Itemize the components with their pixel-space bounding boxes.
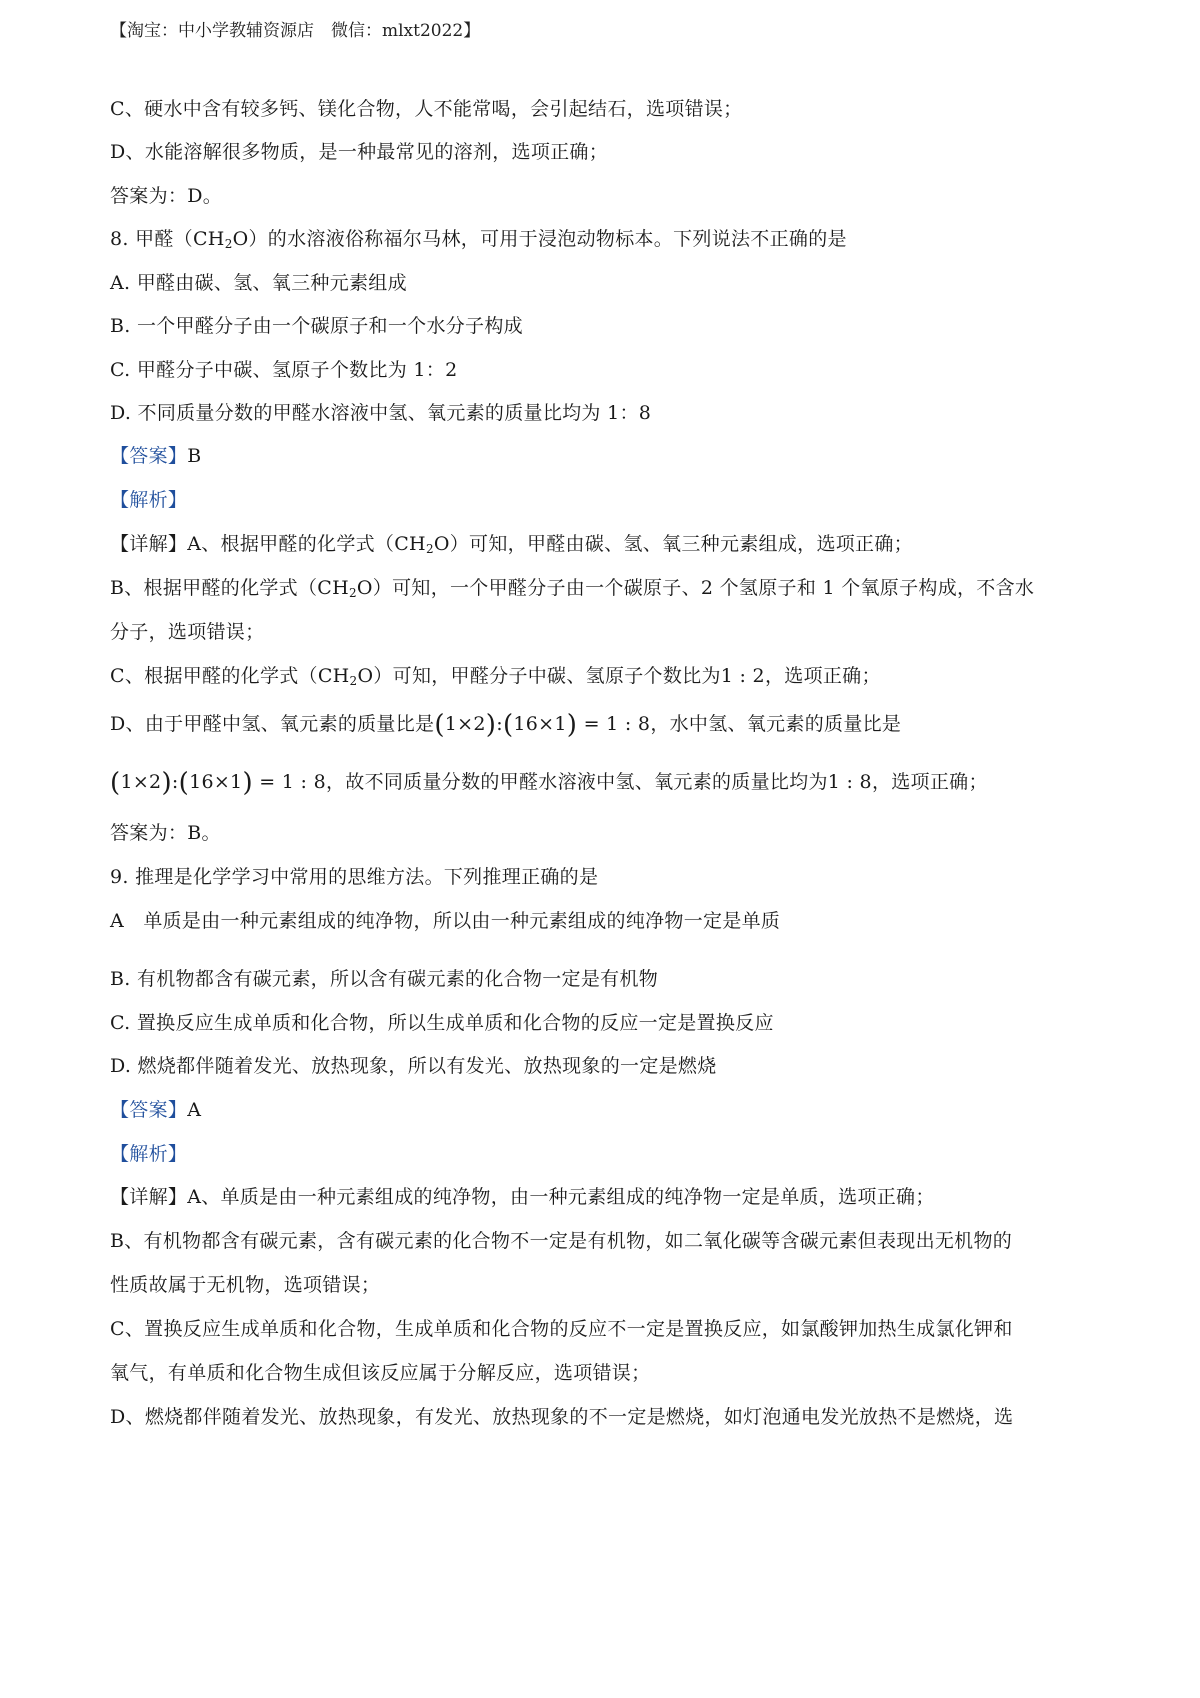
q8-stem-b: O）的水溶液俗称福尔马林，可用于浸泡动物标本。下列说法不正确的是 [232, 228, 847, 250]
q8-option-d: D. 不同质量分数的甲醛水溶液中氢、氧元素的质量比均为 1：8 [110, 402, 652, 424]
q8-formula-term-a: 1×2 [444, 713, 486, 735]
q8-formula2-colon: : [171, 771, 179, 793]
q8-detail-a-sub: 2 [425, 542, 434, 556]
q8-formula2-result: = 1 : 8 [259, 771, 326, 793]
q9-detail-tag: 【详解】 [110, 1186, 188, 1208]
q8-answer-tag: 【答案】 [110, 445, 188, 467]
q8-detail-b-pre: B、根据甲醛的化学式（CH [110, 577, 349, 599]
q9-option-d: D. 燃烧都伴随着发光、放热现象，所以有发光、放热现象的一定是燃烧 [110, 1055, 717, 1077]
q7-option-d-explanation: D、水能溶解很多物质，是一种最常见的溶剂，选项正确； [110, 141, 609, 163]
q8-detail-d-mid: ，水中氢、氧元素的质量比是 [650, 713, 902, 735]
q9-stem: 9. 推理是化学学习中常用的思维方法。下列推理正确的是 [110, 866, 599, 888]
q9-answer-tag: 【答案】 [110, 1099, 188, 1121]
q8-detail-d2-post: ，选项正确； [871, 771, 988, 793]
q8-formula-result: = 1 : 8 [583, 713, 651, 735]
q8-stem-sub: 2 [224, 237, 233, 251]
q8-detail-c [110, 663, 881, 689]
q8-detail-tag: 【详解】 [110, 533, 188, 555]
q9-detail-a-text: A、单质是由一种元素组成的纯净物，由一种元素组成的纯净物一定是单质，选项正确； [187, 1186, 935, 1208]
q8-answer [110, 443, 201, 469]
q8-formula2-term-b: 16×1 [189, 771, 243, 793]
q8-stem [110, 226, 847, 252]
q9-detail-a [110, 1184, 935, 1210]
q8-option-b: B. 一个甲醛分子由一个碳原子和一个水分子构成 [110, 315, 523, 337]
q8-detail-d [110, 711, 901, 738]
q8-option-a: A. 甲醛由碳、氢、氧三种元素组成 [110, 272, 407, 294]
q8-formula2-term-a: 1×2 [120, 771, 162, 793]
q9-detail-c-continued: 氧气，有单质和化合物生成但该反应属于分解反应，选项错误； [110, 1362, 651, 1384]
q8-detail-c-post: ，选项正确； [764, 665, 881, 687]
q8-detail-b-continued: 分子，选项错误； [110, 621, 265, 643]
q8-detail-d2-ratio: 1 : 8 [827, 771, 872, 793]
q9-option-a: A 单质是由一种元素组成的纯净物，所以由一种元素组成的纯净物一定是单质 [110, 910, 781, 932]
q8-detail-b [110, 575, 1034, 601]
q9-answer [110, 1097, 201, 1123]
q9-detail-c: C、置换反应生成单质和化合物，生成单质和化合物的反应不一定是置换反应，如氯酸钾加热生成氯化钾和 [110, 1318, 1013, 1340]
page-header: 【淘宝：中小学教辅资源店 微信：mlxt2022】 [110, 21, 481, 41]
q8-detail-b-sub: 2 [348, 586, 357, 600]
q8-mass-ratio-formula: (1×2):(16×1) = 1 : 8 [434, 710, 651, 740]
q8-detail-a-pre: A、根据甲醛的化学式（CH [187, 533, 426, 555]
q8-option-c: C. 甲醛分子中碳、氢原子个数比为 1：2 [110, 359, 458, 381]
q8-detail-d-continued [110, 769, 988, 796]
q9-option-c: C. 置换反应生成单质和化合物，所以生成单质和化合物的反应一定是置换反应 [110, 1012, 774, 1034]
q9-option-b: B. 有机物都含有碳元素，所以含有碳元素的化合物一定是有机物 [110, 968, 659, 990]
q8-detail-c-ratio: 1 : 2 [720, 665, 765, 687]
q7-answer-line: 答案为：D。 [110, 185, 223, 207]
q8-detail-b-post: O）可知，一个甲醛分子由一个碳原子、2 个氢原子和 1 个氧原子构成，不含水 [356, 577, 1035, 599]
q8-detail-c-mid: O）可知，甲醛分子中碳、氢原子个数比为 [357, 665, 721, 687]
q8-formula-term-b: 16×1 [513, 713, 567, 735]
q8-analysis-tag: 【解析】 [110, 489, 188, 511]
q8-water-ratio-formula: (1×2):(16×1) = 1 : 8 [110, 768, 326, 798]
q9-detail-b: B、有机物都含有碳元素，含有碳元素的化合物不一定是有机物，如二氧化碳等含碳元素但表现出无机物的 [110, 1230, 1013, 1252]
q9-detail-b-continued: 性质故属于无机物，选项错误； [110, 1274, 381, 1296]
q8-detail-d-pre: D、由于甲醛中氢、氧元素的质量比是 [110, 713, 435, 735]
q8-detail-a [110, 531, 913, 557]
q7-option-c-explanation: C、硬水中含有较多钙、镁化合物，人不能常喝，会引起结石，选项错误； [110, 98, 743, 120]
q9-answer-value: A [187, 1099, 202, 1121]
q8-formula-colon: : [496, 713, 503, 735]
q8-answer-value: B [187, 445, 202, 467]
q8-detail-d2-mid: ，故不同质量分数的甲醛水溶液中氢、氧元素的质量比均为 [325, 771, 828, 793]
q8-stem-a: 8. 甲醛（CH [110, 228, 225, 250]
q8-detail-c-sub: 2 [349, 674, 358, 688]
q8-detail-c-pre: C、根据甲醛的化学式（CH [110, 665, 350, 687]
q8-detail-a-post: O）可知，甲醛由碳、氢、氧三种元素组成，选项正确； [433, 533, 913, 555]
q8-answer-line: 答案为：B。 [110, 822, 221, 844]
q9-detail-d: D、燃烧都伴随着发光、放热现象，有发光、放热现象的不一定是燃烧，如灯泡通电发光放热不是燃烧，选 [110, 1406, 1014, 1428]
q9-analysis-tag: 【解析】 [110, 1143, 188, 1165]
